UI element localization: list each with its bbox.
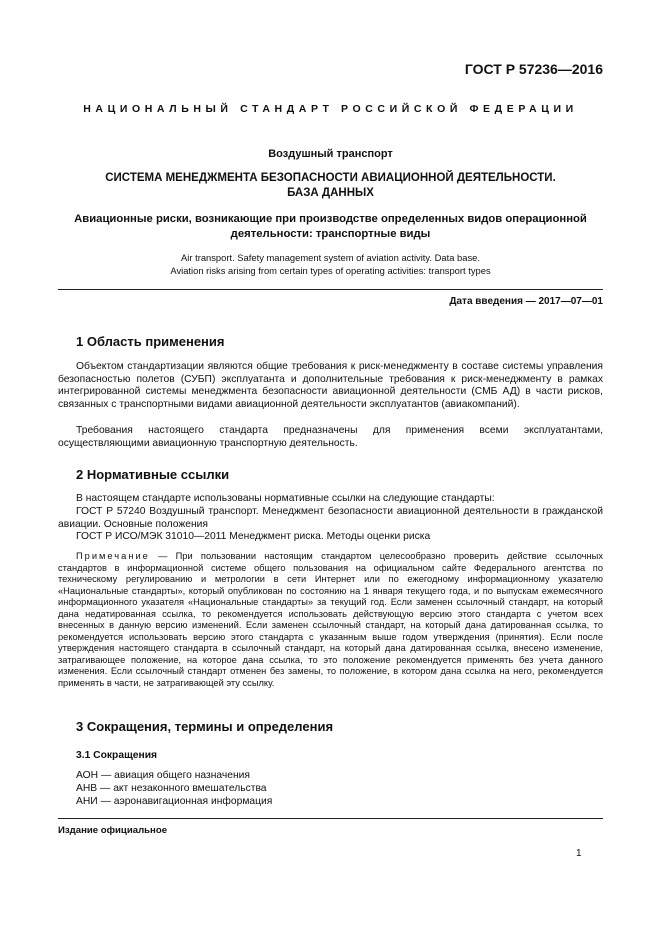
abbreviation-item: АОН — авиация общего назначения <box>76 770 251 781</box>
subject-line: Воздушный транспорт <box>268 148 393 160</box>
document-title <box>0 171 661 201</box>
section-2-paragraph-1-text: В настоящем стандарте использованы нормативные ссылки на следующие стандарты: <box>76 493 495 504</box>
national-standard-heading: НАЦИОНАЛЬНЫЙ СТАНДАРТ РОССИЙСКОЙ ФЕДЕРАЦИИ <box>83 103 578 115</box>
section-2-paragraph-1 <box>58 493 603 506</box>
section-2-reference-2 <box>58 531 603 544</box>
section-3-1-heading: 3.1 Сокращения <box>76 750 158 761</box>
note-label: Примечание <box>76 551 150 561</box>
section-3-heading: 3 Сокращения, термины и определения <box>76 719 334 734</box>
english-title <box>0 252 661 277</box>
section-1-paragraph-2-text: Требования настоящего стандарта предназначены для применения всеми эксплуатантами, осуществляющими авиационную транспортную деятельность. <box>58 425 603 449</box>
section-1-heading: 1 Область применения <box>76 334 225 349</box>
section-1-paragraph-1-text: Объектом стандартизации являются общие требования к риск-менеджменту в составе системы управления безопасностью полетов (СУБП) эксплуатанта и дополнительные требования к риск-менеджменту в рамках интегрированной системы менеджмента безопасности авиационной деятельности (СМБ АД) в части рисков, связанных с транспортными видами авиационной деятельности эксплуатантов (авиакомпаний). <box>58 361 603 410</box>
divider-top <box>58 289 603 290</box>
abbreviation-item: АНВ — акт незаконного вмешательства <box>76 783 267 794</box>
section-1-paragraph-2 <box>58 425 603 450</box>
section-2-note <box>58 551 603 689</box>
section-2-reference-2-text: ГОСТ Р ИСО/МЭК 31010—2011 Менеджмент риска. Методы оценки риска <box>76 531 431 542</box>
section-2-heading: 2 Нормативные ссылки <box>76 467 230 482</box>
divider-bottom <box>58 818 603 819</box>
page-number: 1 <box>576 848 582 859</box>
document-subtitle <box>0 212 661 242</box>
edition-label: Издание официальное <box>58 825 168 836</box>
standard-code: ГОСТ Р 57236—2016 <box>464 61 603 77</box>
english-title-line-2: Aviation risks arising from certain types of operating activities: transport types <box>170 264 491 276</box>
title-line-1: СИСТЕМА МЕНЕДЖМЕНТА БЕЗОПАСНОСТИ АВИАЦИОННОЙ ДЕЯТЕЛЬНОСТИ. <box>105 172 556 184</box>
subtitle-line-2: деятельности: транспортные виды <box>230 228 431 240</box>
english-title-line-1: Air transport. Safety management system of aviation activity. Data base. <box>181 252 480 263</box>
subtitle-line-1: Авиационные риски, возникающие при производстве определенных видов операционной <box>74 213 587 225</box>
title-line-2: БАЗА ДАННЫХ <box>287 187 374 199</box>
section-2-reference-1 <box>58 506 603 531</box>
section-1-paragraph-1 <box>58 361 603 411</box>
note-text: — При пользовании настоящим стандартом целесообразно проверить действие ссылочных стандартов в информационной системе общего пользования на официальном сайте Федерального агентства по техническому регулированию и метрологии в сети Интернет или по ежегодному информационному указателю «Национальные стандарты», который опубликован по состоянию на 1 января текущего года, и по выпускам ежемесячного информационного указателя «Национальные стандарты» за текущий год. Если заменен ссылочный стандарт, на который дана недатированная ссылка, то рекомендуется использовать действующую версию этого стандарта с учетом всех внесенных в данную версию изменений. Если заменен ссылочный стандарт, на который дана датированная ссылка, то рекомендуется использовать версию этого стандарта с указанным выше годом утверждения (принятия). Если после утверждения настоящего стандарта в ссылочный стандарт, на который дана датированная ссылка, внесено изменение, затрагивающее положение, на которое дана ссылка, то это положение рекомендуется применять без учета данного изменения. Если ссылочный стандарт отменен без замены, то положение, в котором дана ссылка на него, рекомендуется применять в части, не затрагивающей эту ссылку. <box>58 551 603 688</box>
abbreviation-item: АНИ — аэронавигационная информация <box>76 796 273 807</box>
introduction-date: Дата введения — 2017—07—01 <box>449 296 603 307</box>
section-2-reference-1-text: ГОСТ Р 57240 Воздушный транспорт. Менеджмент безопасности авиационной деятельности в гражданской авиации. Основные положения <box>58 506 603 530</box>
